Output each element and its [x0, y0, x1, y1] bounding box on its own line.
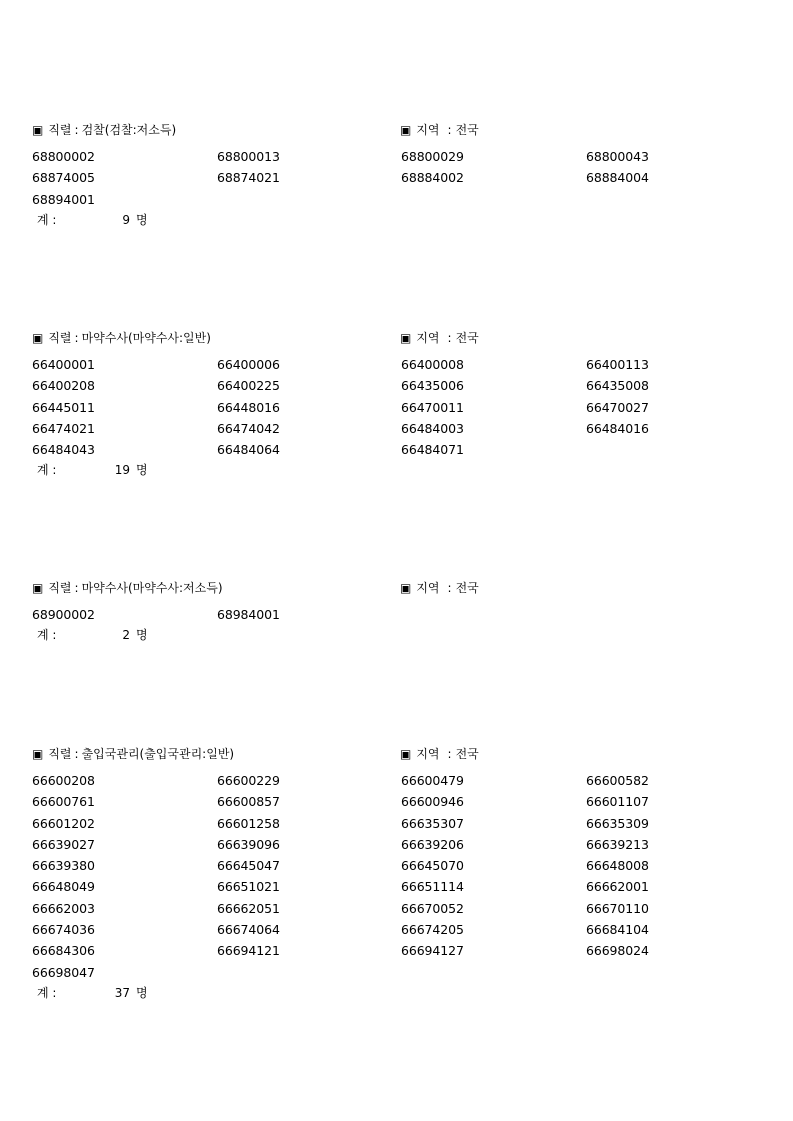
job-separator: :	[74, 747, 79, 761]
candidate-id: 66639096	[217, 836, 280, 852]
square-marker-icon: ▣	[400, 331, 412, 345]
region-value: 전국	[455, 331, 479, 345]
candidate-id: 66651114	[401, 879, 464, 895]
candidate-id: 66474042	[217, 420, 280, 436]
candidate-id: 66694127	[401, 943, 464, 959]
job-separator: :	[74, 331, 79, 345]
id-row	[0, 146, 793, 167]
region	[400, 746, 479, 762]
candidate-id: 66474021	[32, 420, 95, 436]
candidate-id: 66448016	[217, 399, 280, 415]
candidate-id: 68874021	[217, 170, 280, 186]
candidate-id: 66684306	[32, 943, 95, 959]
total-unit: 명	[136, 212, 148, 227]
candidate-id: 66601258	[217, 815, 280, 831]
candidate-id: 66484071	[401, 442, 464, 458]
candidate-id: 66698047	[32, 964, 95, 980]
region-value: 전국	[455, 581, 479, 595]
square-marker-icon: ▣	[32, 123, 44, 137]
candidate-id: 66445011	[32, 399, 95, 415]
candidate-id: 66670110	[586, 900, 649, 916]
candidate-id: 68874005	[32, 170, 95, 186]
id-row	[0, 439, 793, 460]
candidate-id: 66600229	[217, 773, 280, 788]
job-label: 직렬	[48, 123, 72, 137]
id-list	[0, 604, 793, 625]
region-value: 전국	[455, 123, 479, 137]
candidate-id: 66400225	[217, 378, 280, 394]
candidate-id: 66670052	[401, 900, 464, 916]
candidate-id: 66639380	[32, 858, 95, 874]
candidate-id: 66662001	[586, 879, 649, 895]
roster-section	[0, 122, 793, 231]
candidate-id: 66684104	[586, 922, 649, 938]
candidate-id: 68884002	[401, 170, 464, 186]
job-value: 검찰(검찰:저소득)	[81, 123, 177, 137]
candidate-id: 66639027	[32, 836, 95, 852]
candidate-id: 66648008	[586, 858, 649, 874]
job-separator: :	[74, 123, 79, 137]
id-row	[0, 770, 793, 791]
section-total	[0, 460, 793, 481]
candidate-id: 66645047	[217, 858, 280, 874]
total-label: 계 :	[37, 463, 57, 478]
job-separator: :	[74, 581, 79, 595]
candidate-id: 66400006	[217, 357, 280, 372]
candidate-id: 66639213	[586, 836, 649, 852]
id-row	[0, 855, 793, 876]
candidate-id: 68800043	[586, 149, 649, 164]
region-separator: :	[447, 747, 452, 761]
id-list	[0, 146, 793, 210]
job-value: 출입국관리(출입국관리:일반)	[81, 747, 235, 761]
candidate-id: 66400113	[586, 357, 649, 372]
region-label: 지역	[416, 747, 440, 761]
id-row	[0, 834, 793, 855]
candidate-id: 66674205	[401, 922, 464, 938]
candidate-id: 66645070	[401, 858, 464, 874]
id-row	[0, 898, 793, 919]
candidate-id: 66674064	[217, 922, 280, 938]
id-row	[0, 604, 793, 625]
candidate-id: 66651021	[217, 879, 280, 895]
candidate-id: 66635307	[401, 815, 464, 831]
candidate-id: 66600479	[401, 773, 464, 788]
total-count: 37	[114, 985, 130, 1000]
candidate-id: 66484043	[32, 442, 95, 458]
candidate-id: 66694121	[217, 943, 280, 959]
candidate-id: 66484016	[586, 420, 649, 436]
region-separator: :	[447, 123, 452, 137]
candidate-id: 66639206	[401, 836, 464, 852]
candidate-id: 66698024	[586, 943, 649, 959]
section-header	[0, 746, 793, 762]
job-value: 마약수사(마약수사:저소득)	[81, 581, 223, 595]
total-unit: 명	[136, 463, 148, 478]
id-row	[0, 876, 793, 897]
region-label: 지역	[416, 581, 440, 595]
roster-section	[0, 746, 793, 1004]
id-list	[0, 354, 793, 460]
candidate-id: 68800013	[217, 149, 280, 164]
region-separator: :	[447, 581, 452, 595]
section-header	[0, 330, 793, 346]
id-row	[0, 189, 793, 210]
id-row	[0, 962, 793, 983]
region-value: 전국	[455, 747, 479, 761]
section-total	[0, 983, 793, 1004]
candidate-id: 66648049	[32, 879, 95, 895]
region	[400, 580, 479, 596]
candidate-id: 66601202	[32, 815, 95, 831]
total-count: 19	[114, 463, 130, 478]
candidate-id: 66400001	[32, 357, 95, 372]
candidate-id: 66600946	[401, 794, 464, 810]
section-header	[0, 580, 793, 596]
region-label: 지역	[416, 331, 440, 345]
job-category	[32, 122, 176, 138]
id-row	[0, 375, 793, 396]
candidate-id: 66484003	[401, 420, 464, 436]
candidate-id: 68800029	[401, 149, 464, 164]
square-marker-icon: ▣	[400, 747, 412, 761]
candidate-id: 66470027	[586, 399, 649, 415]
section-total	[0, 210, 793, 231]
candidate-id: 66600761	[32, 794, 95, 810]
job-label: 직렬	[48, 581, 72, 595]
id-row	[0, 940, 793, 961]
square-marker-icon: ▣	[400, 123, 412, 137]
id-row	[0, 919, 793, 940]
candidate-id: 66435008	[586, 378, 649, 394]
candidate-id: 68800002	[32, 149, 95, 164]
square-marker-icon: ▣	[400, 581, 412, 595]
candidate-id: 66662051	[217, 900, 280, 916]
job-category	[32, 330, 211, 346]
region-separator: :	[447, 331, 452, 345]
job-category	[32, 580, 223, 596]
job-value: 마약수사(마약수사:일반)	[81, 331, 211, 345]
job-category	[32, 746, 234, 762]
id-row	[0, 354, 793, 375]
roster-section	[0, 330, 793, 481]
candidate-id: 66662003	[32, 900, 95, 916]
id-row	[0, 791, 793, 812]
candidate-id: 66600208	[32, 773, 95, 788]
candidate-id: 66435006	[401, 378, 464, 394]
id-list	[0, 770, 793, 983]
total-label: 계 :	[37, 985, 57, 1000]
total-unit: 명	[136, 985, 148, 1000]
candidate-id: 68894001	[32, 191, 95, 207]
id-row	[0, 813, 793, 834]
id-row	[0, 167, 793, 188]
candidate-id: 66484064	[217, 442, 280, 458]
section-header	[0, 122, 793, 138]
region	[400, 330, 479, 346]
candidate-id: 66470011	[401, 399, 464, 415]
id-row	[0, 418, 793, 439]
square-marker-icon: ▣	[32, 331, 44, 345]
region-label: 지역	[416, 123, 440, 137]
candidate-id: 66674036	[32, 922, 95, 938]
candidate-id: 66400208	[32, 378, 95, 394]
candidate-id: 66635309	[586, 815, 649, 831]
job-label: 직렬	[48, 331, 72, 345]
candidate-id: 68984001	[217, 607, 280, 622]
square-marker-icon: ▣	[32, 747, 44, 761]
section-total	[0, 625, 793, 646]
candidate-id: 66600857	[217, 794, 280, 810]
total-label: 계 :	[37, 628, 57, 643]
candidate-id: 68884004	[586, 170, 649, 186]
job-label: 직렬	[48, 747, 72, 761]
roster-section	[0, 580, 793, 646]
total-count: 2	[122, 628, 130, 643]
total-label: 계 :	[37, 212, 57, 227]
candidate-id: 68900002	[32, 607, 95, 622]
id-row	[0, 397, 793, 418]
candidate-id: 66600582	[586, 773, 649, 788]
candidate-id: 66601107	[586, 794, 649, 810]
square-marker-icon: ▣	[32, 581, 44, 595]
region	[400, 122, 479, 138]
candidate-id: 66400008	[401, 357, 464, 372]
total-count: 9	[122, 212, 130, 227]
total-unit: 명	[136, 628, 148, 643]
